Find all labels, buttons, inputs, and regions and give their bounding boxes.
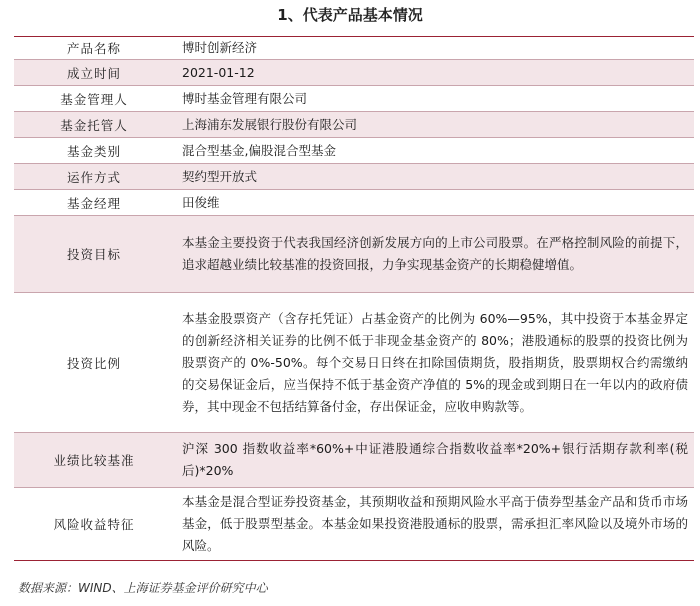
table-row (14, 216, 694, 293)
table-row (14, 60, 694, 86)
row-label: 产品名称 (66, 41, 121, 56)
table-row (14, 86, 694, 112)
row-label: 基金类别 (14, 138, 174, 164)
table-row (14, 190, 694, 216)
row-value: 2021-01-12 (174, 60, 694, 86)
table-row (14, 164, 694, 190)
row-value: 本基金是混合型证券投资基金，其预期收益和预期风险水平高于债券型基金产品和货币市场基金，低于股票型基金。本基金如果投资港股通标的股票，需承担汇率风险以及境外市场的风险。 (174, 488, 694, 561)
table-row (14, 293, 694, 433)
table-row (14, 37, 694, 60)
table-row (14, 433, 694, 488)
row-value: 契约型开放式 (174, 164, 694, 190)
row-value: 本基金股票资产（含存托凭证）占基金资产的比例为 60%—95%，其中投资于本基金界定的创新经济相关证券的比例不低于非现金基金资产的 80%；港股通标的股票的投资比例为股票资产的 0%-50%。每个交易日日终在扣除国债期货，股指期货，股票期权合约需缴纳的交易保证金后，应当保持不低于基金资产净值的 5%的现金或到期日在一年以内的政府债券，其中现金不包括结算备付金，存出保证金，应收申购款等。 (174, 293, 694, 433)
row-value: 本基金主要投资于代表我国经济创新发展方向的上市公司股票。在严格控制风险的前提下，追求超越业绩比较基准的投资回报，力争实现基金资产的长期稳健增值。 (174, 216, 694, 293)
table-row (14, 488, 694, 561)
row-label: 成立时间 (14, 60, 174, 86)
row-label: 基金管理人 (14, 86, 174, 112)
row-value: 博时基金管理有限公司 (174, 86, 694, 112)
row-label: 业绩比较基准 (14, 433, 174, 488)
row-label: 投资目标 (14, 216, 174, 293)
row-label: 基金经理 (14, 190, 174, 216)
table-title: 1、代表产品基本情况 (277, 6, 423, 24)
row-label: 投资比例 (14, 293, 174, 433)
row-label: 运作方式 (14, 164, 174, 190)
row-value: 上海浦东发展银行股份有限公司 (174, 112, 694, 138)
row-value: 博时创新经济 (182, 40, 258, 55)
row-value: 混合型基金,偏股混合型基金 (174, 138, 694, 164)
table-row (14, 112, 694, 138)
row-value: 沪深 300 指数收益率*60%+中证港股通综合指数收益率*20%+银行活期存款利率(税后)*20% (174, 433, 694, 488)
data-source-note: 数据来源：WIND、上海证券基金评价研究中心 (18, 581, 268, 595)
row-label: 基金托管人 (14, 112, 174, 138)
fund-info-table (14, 36, 694, 561)
table-row (14, 138, 694, 164)
row-value: 田俊维 (174, 190, 694, 216)
row-label: 风险收益特征 (14, 488, 174, 561)
